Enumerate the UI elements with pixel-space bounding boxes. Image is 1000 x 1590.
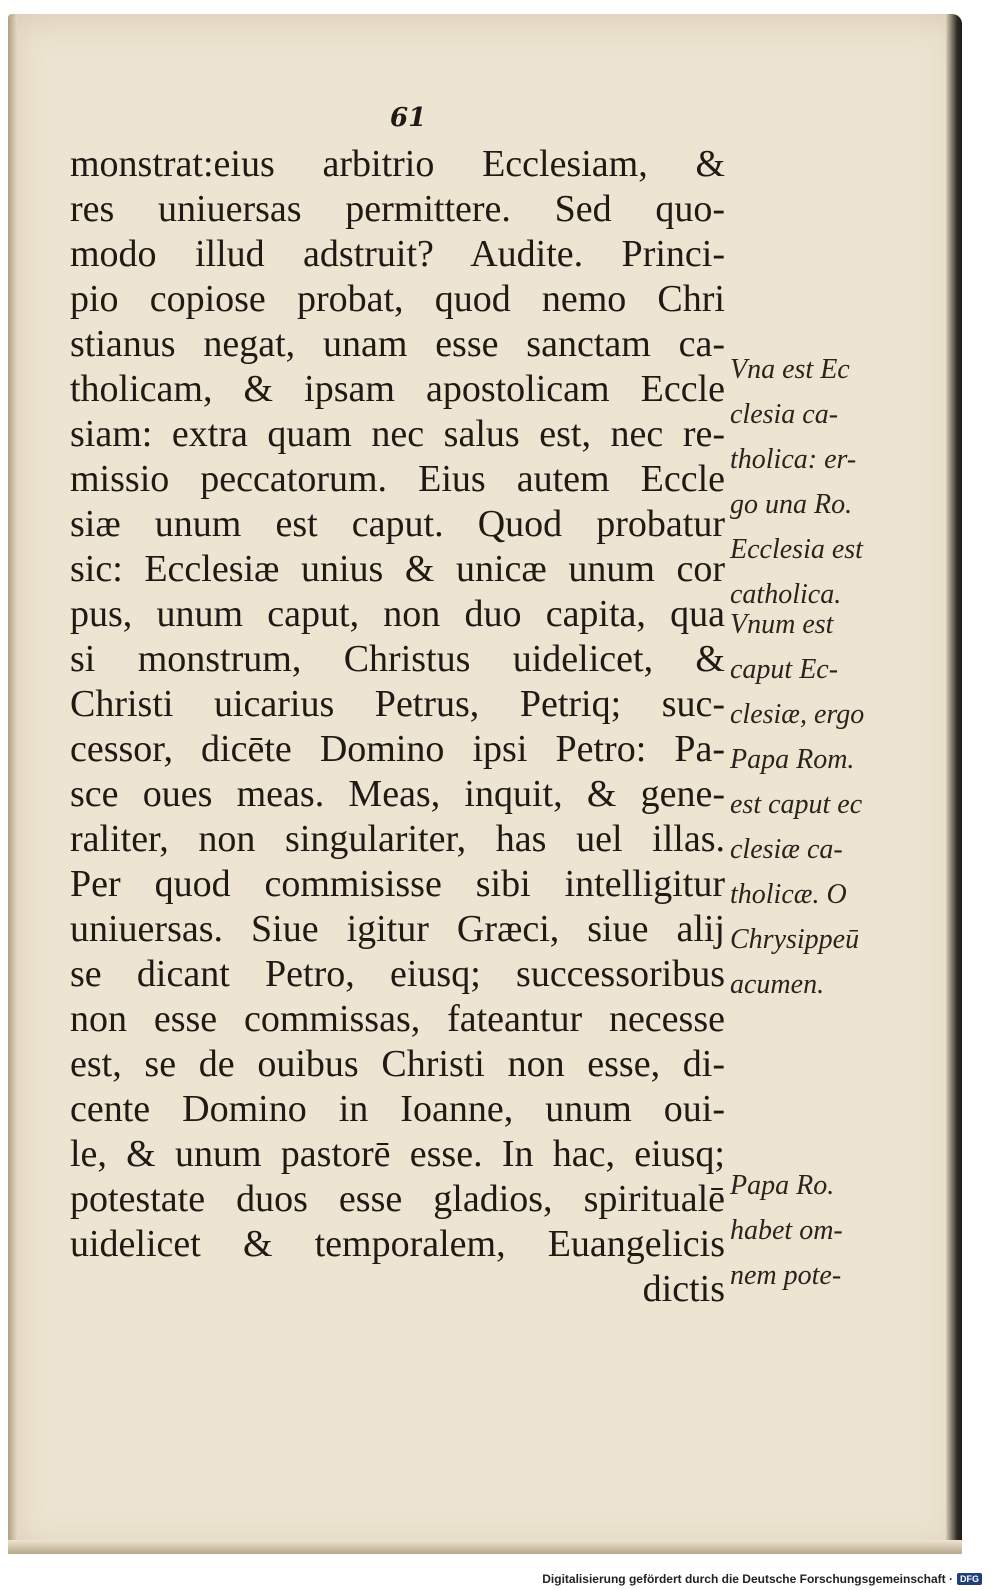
text-line: Per quod commisisse sibi intelligitur <box>70 863 725 905</box>
text-line: sce oues meas. Meas, inquit, & gene- <box>70 773 725 815</box>
catchword: dictis <box>642 1268 725 1310</box>
margin-note-line: Papa Ro. <box>730 1170 835 1201</box>
text-line: est, se de ouibus Christi non esse, di- <box>70 1043 725 1085</box>
text-line: uniuersas. Siue igitur Græci, siue alij <box>70 908 725 950</box>
text-line: res uniuersas permittere. Sed quo- <box>70 188 725 230</box>
text-line: pus, unum caput, non duo capita, qua <box>70 593 725 635</box>
text-line: stianus negat, unam esse sanctam ca- <box>70 323 725 365</box>
text-line: monstrat:eius arbitrio Ecclesiam, & <box>70 143 725 185</box>
margin-note-line: catholica. <box>730 579 842 610</box>
margin-note-power <box>730 1163 890 1298</box>
margin-note-line: clesiæ ca- <box>730 834 843 865</box>
text-line: le, & unum pastorē esse. In hac, eiusq; <box>70 1133 725 1175</box>
margin-note-line: tholica: er- <box>730 444 857 475</box>
margin-note-line: Chrysippeū <box>730 924 860 955</box>
text-line: modo illud adstruit? Audite. Princi- <box>70 233 725 275</box>
margin-note-line: habet om- <box>730 1215 843 1246</box>
text-line: cessor, dicēte Domino ipsi Petro: Pa- <box>70 728 725 770</box>
text-line: raliter, non singulariter, has uel illas. <box>70 818 725 860</box>
page-bottom-edge <box>8 1540 962 1554</box>
margin-note-line: Vnum est <box>730 609 834 640</box>
text-line: cente Domino in Ioanne, unum oui- <box>70 1088 725 1130</box>
main-text-block <box>70 142 725 1312</box>
digitization-footer <box>542 1572 982 1586</box>
text-line: siam: extra quam nec salus est, nec re- <box>70 413 725 455</box>
margin-note-line: est caput ec <box>730 789 863 820</box>
margin-note-line: Papa Rom. <box>730 744 855 775</box>
page-binding-edge <box>8 14 18 1554</box>
margin-note-line: acumen. <box>730 969 825 1000</box>
text-line: uidelicet & temporalem, Euangelicis <box>70 1223 725 1265</box>
text-line: se dicant Petro, eiusq; successoribus <box>70 953 725 995</box>
text-line: sic: Ecclesiæ unius & unicæ unum cor <box>70 548 725 590</box>
dfg-logo: DFG <box>957 1573 982 1585</box>
margin-note-line: nem pote- <box>730 1260 842 1291</box>
text-line: Christi uicarius Petrus, Petriq; suc- <box>70 683 725 725</box>
text-line: siæ unum est caput. Quod probatur <box>70 503 725 545</box>
margin-note-line: tholicæ. O <box>730 879 847 910</box>
margin-note-line: clesia ca- <box>730 399 839 430</box>
text-line: pio copiose probat, quod nemo Chri <box>70 278 725 320</box>
page-outer-edge <box>946 14 962 1554</box>
margin-note-line: go una Ro. <box>730 489 853 520</box>
text-line: tholicam, & ipsam apostolicam Eccle <box>70 368 725 410</box>
margin-note-line: caput Ec- <box>730 654 839 685</box>
text-line: missio peccatorum. Eius autem Eccle <box>70 458 725 500</box>
text-line: potestate duos esse gladios, spiritualē <box>70 1178 725 1220</box>
footer-credit: Digitalisierung gefördert durch die Deutsche Forschungsgemeinschaft · <box>542 1572 953 1586</box>
margin-note-line: clesiæ, ergo <box>730 699 865 730</box>
text-line: non esse commissas, fateantur necesse <box>70 998 725 1040</box>
text-line: si monstrum, Christus uidelicet, & <box>70 638 725 680</box>
margin-note-head <box>730 602 890 1007</box>
page-number: 61 <box>390 103 427 133</box>
margin-note-line: Vna est Ec <box>730 354 850 385</box>
margin-note-church <box>730 347 890 617</box>
margin-note-line: Ecclesia est <box>730 534 863 565</box>
